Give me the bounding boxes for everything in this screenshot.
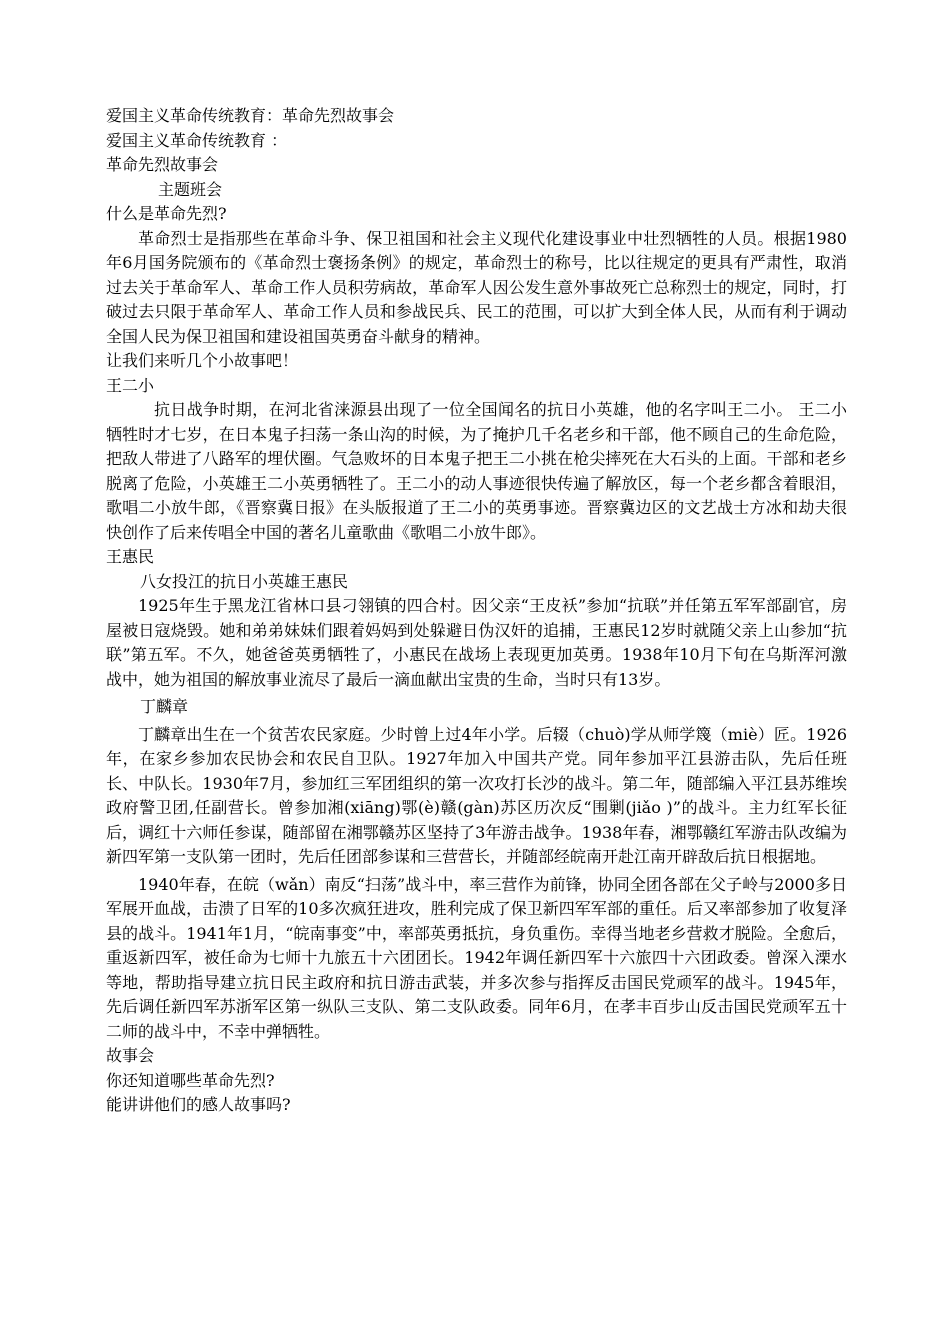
- header-line-3: 主题班会: [158, 179, 223, 199]
- question-what-is-martyr: 什么是革命先烈?: [106, 204, 227, 223]
- header-line-2: 革命先烈故事会: [106, 155, 219, 174]
- document-title: 爱国主义革命传统教育：革命先烈故事会: [106, 106, 395, 125]
- heading-wang-huimin: 王惠民: [106, 547, 155, 566]
- paragraph-wang-huimin: 1925年生于黑龙江省林口县刁翎镇的四合村。因父亲“王皮袄”参加“抗联”并任第五军军部副官，房屋被日寇烧毁。她和弟弟妹妹们跟着妈妈到处躲避日伪汉奸的追捕，王惠民12岁时就随父亲上山参加“抗联”第五军。不久，她爸爸英勇牺牲了，小惠民在战场上表现更加英勇。1938年10月下旬在乌斯浑河激战中，她为祖国的解放事业流尽了最后一滴血献出宝贵的生命，当时只有13岁。: [106, 596, 847, 689]
- paragraph-definition: 革命烈士是指那些在革命斗争、保卫祖国和社会主义现代化建设事业中壮烈牺牲的人员。根据1980年6月国务院颁布的《革命烈士褒扬条例》的规定，革命烈士的称号，比以往规定的更具有严肃性，取消过去关于革命军人、革命工作人员积劳病故，革命军人因公发生意外事故死亡总称烈士的规定，同时，打破过去只限于革命军人、革命工作人员和参战民兵、民工的范围，可以扩大到全体人民，从而有利于调动全国人民为保卫祖国和建设祖国英勇奋斗献身的精神。: [106, 228, 847, 346]
- paragraph-ding-linzhang-2: 1940年春，在皖（wǎn）南反“扫荡”战斗中，率三营作为前锋，协同全团各部在父子岭与2000多日军展开血战，击溃了日军的10多次疯狂进攻，胜利完成了保卫新四军军部的重任。后又率部参加了收复泽县的战斗。1941年1月，“皖南事变”中，率部英勇抵抗，身负重伤。幸得当地老乡营救才脱险。全愈后，重返新四军，被任命为七师十九旅五十六团团长。1942年调任新四军十六旅四十六团政委。曾深入溧水等地，帮助指导建立抗日民主政府和抗日游击武装，并多次参与指挥反击国民党顽军的战斗。1945年，先后调任新四军苏浙军区第一纵队三支队、第二支队政委。同年6月，在孝丰百步山反击国民党顽军五十二师的战斗中，不幸中弹牺牲。: [106, 874, 847, 1041]
- intro-stories: 让我们来听几个小故事吧！: [106, 351, 299, 370]
- paragraph-wang-erxiao: 抗日战争时期，在河北省涞源县出现了一位全国闻名的抗日小英雄，他的名字叫王二小。 王二小牺牲时才七岁，在日本鬼子扫荡一条山沟的时候，为了掩护几千名老乡和干部，他不顾自己的生命危险，把敌人带进了八路军的埋伏圈。气急败坏的日本鬼子把王二小挑在枪尖摔死在大石头的上面。干部和老乡脱离了危险，小英雄王二小英勇牺牲了。王二小的动人事迹很快传遍了解放区，每一个老乡都含着眼泪，歌唱二小放牛郎，《晋察冀日报》在头版报道了王二小的英勇事迹。晋察冀边区的文艺战士方冰和劫夫很快创作了后来传唱全中国的著名儿童歌曲《歌唱二小放牛郎》。: [106, 400, 847, 542]
- subheading-wang-huimin: 八女投江的抗日小英雄王惠民: [140, 571, 349, 591]
- paragraph-ding-linzhang-1: 丁麟章出生在一个贫苦农民家庭。少时曾上过4年小学。后辍（chuò)学从师学篾（miè）匠。1926年，在家乡参加农民协会和农民自卫队。1927年加入中国共产党。同年参加平江县游击队，先后任班长、中队长。1930年7月，参加红三军团组织的第一次攻打长沙的战斗。第二年，随部编入平江县苏维埃政府警卫团,任副营长。曾参加湘(xiāng)鄂(è)赣(gàn)苏区历次反“围剿(jiǎo )”的战斗。主力红军长征后，调红十六师任参谋，随部留在湘鄂赣苏区坚持了3年游击战争。1938年春，湘鄂赣红军游击队改编为新四军第一支队第一团时，先后任团部参谋和三营营长，并随部经皖南开赴江南开辟敌后抗日根据地。: [106, 724, 847, 866]
- header-line-1: 爱国主义革命传统教育 ：: [106, 130, 288, 150]
- heading-ding-linzhang: 丁麟章: [140, 697, 189, 716]
- question-know-more: 你还知道哪些革命先烈?: [106, 1070, 275, 1090]
- question-tell-stories: 能讲讲他们的感人故事吗?: [106, 1095, 291, 1114]
- heading-wang-erxiao: 王二小: [106, 375, 155, 395]
- heading-story-meeting: 故事会: [106, 1046, 155, 1065]
